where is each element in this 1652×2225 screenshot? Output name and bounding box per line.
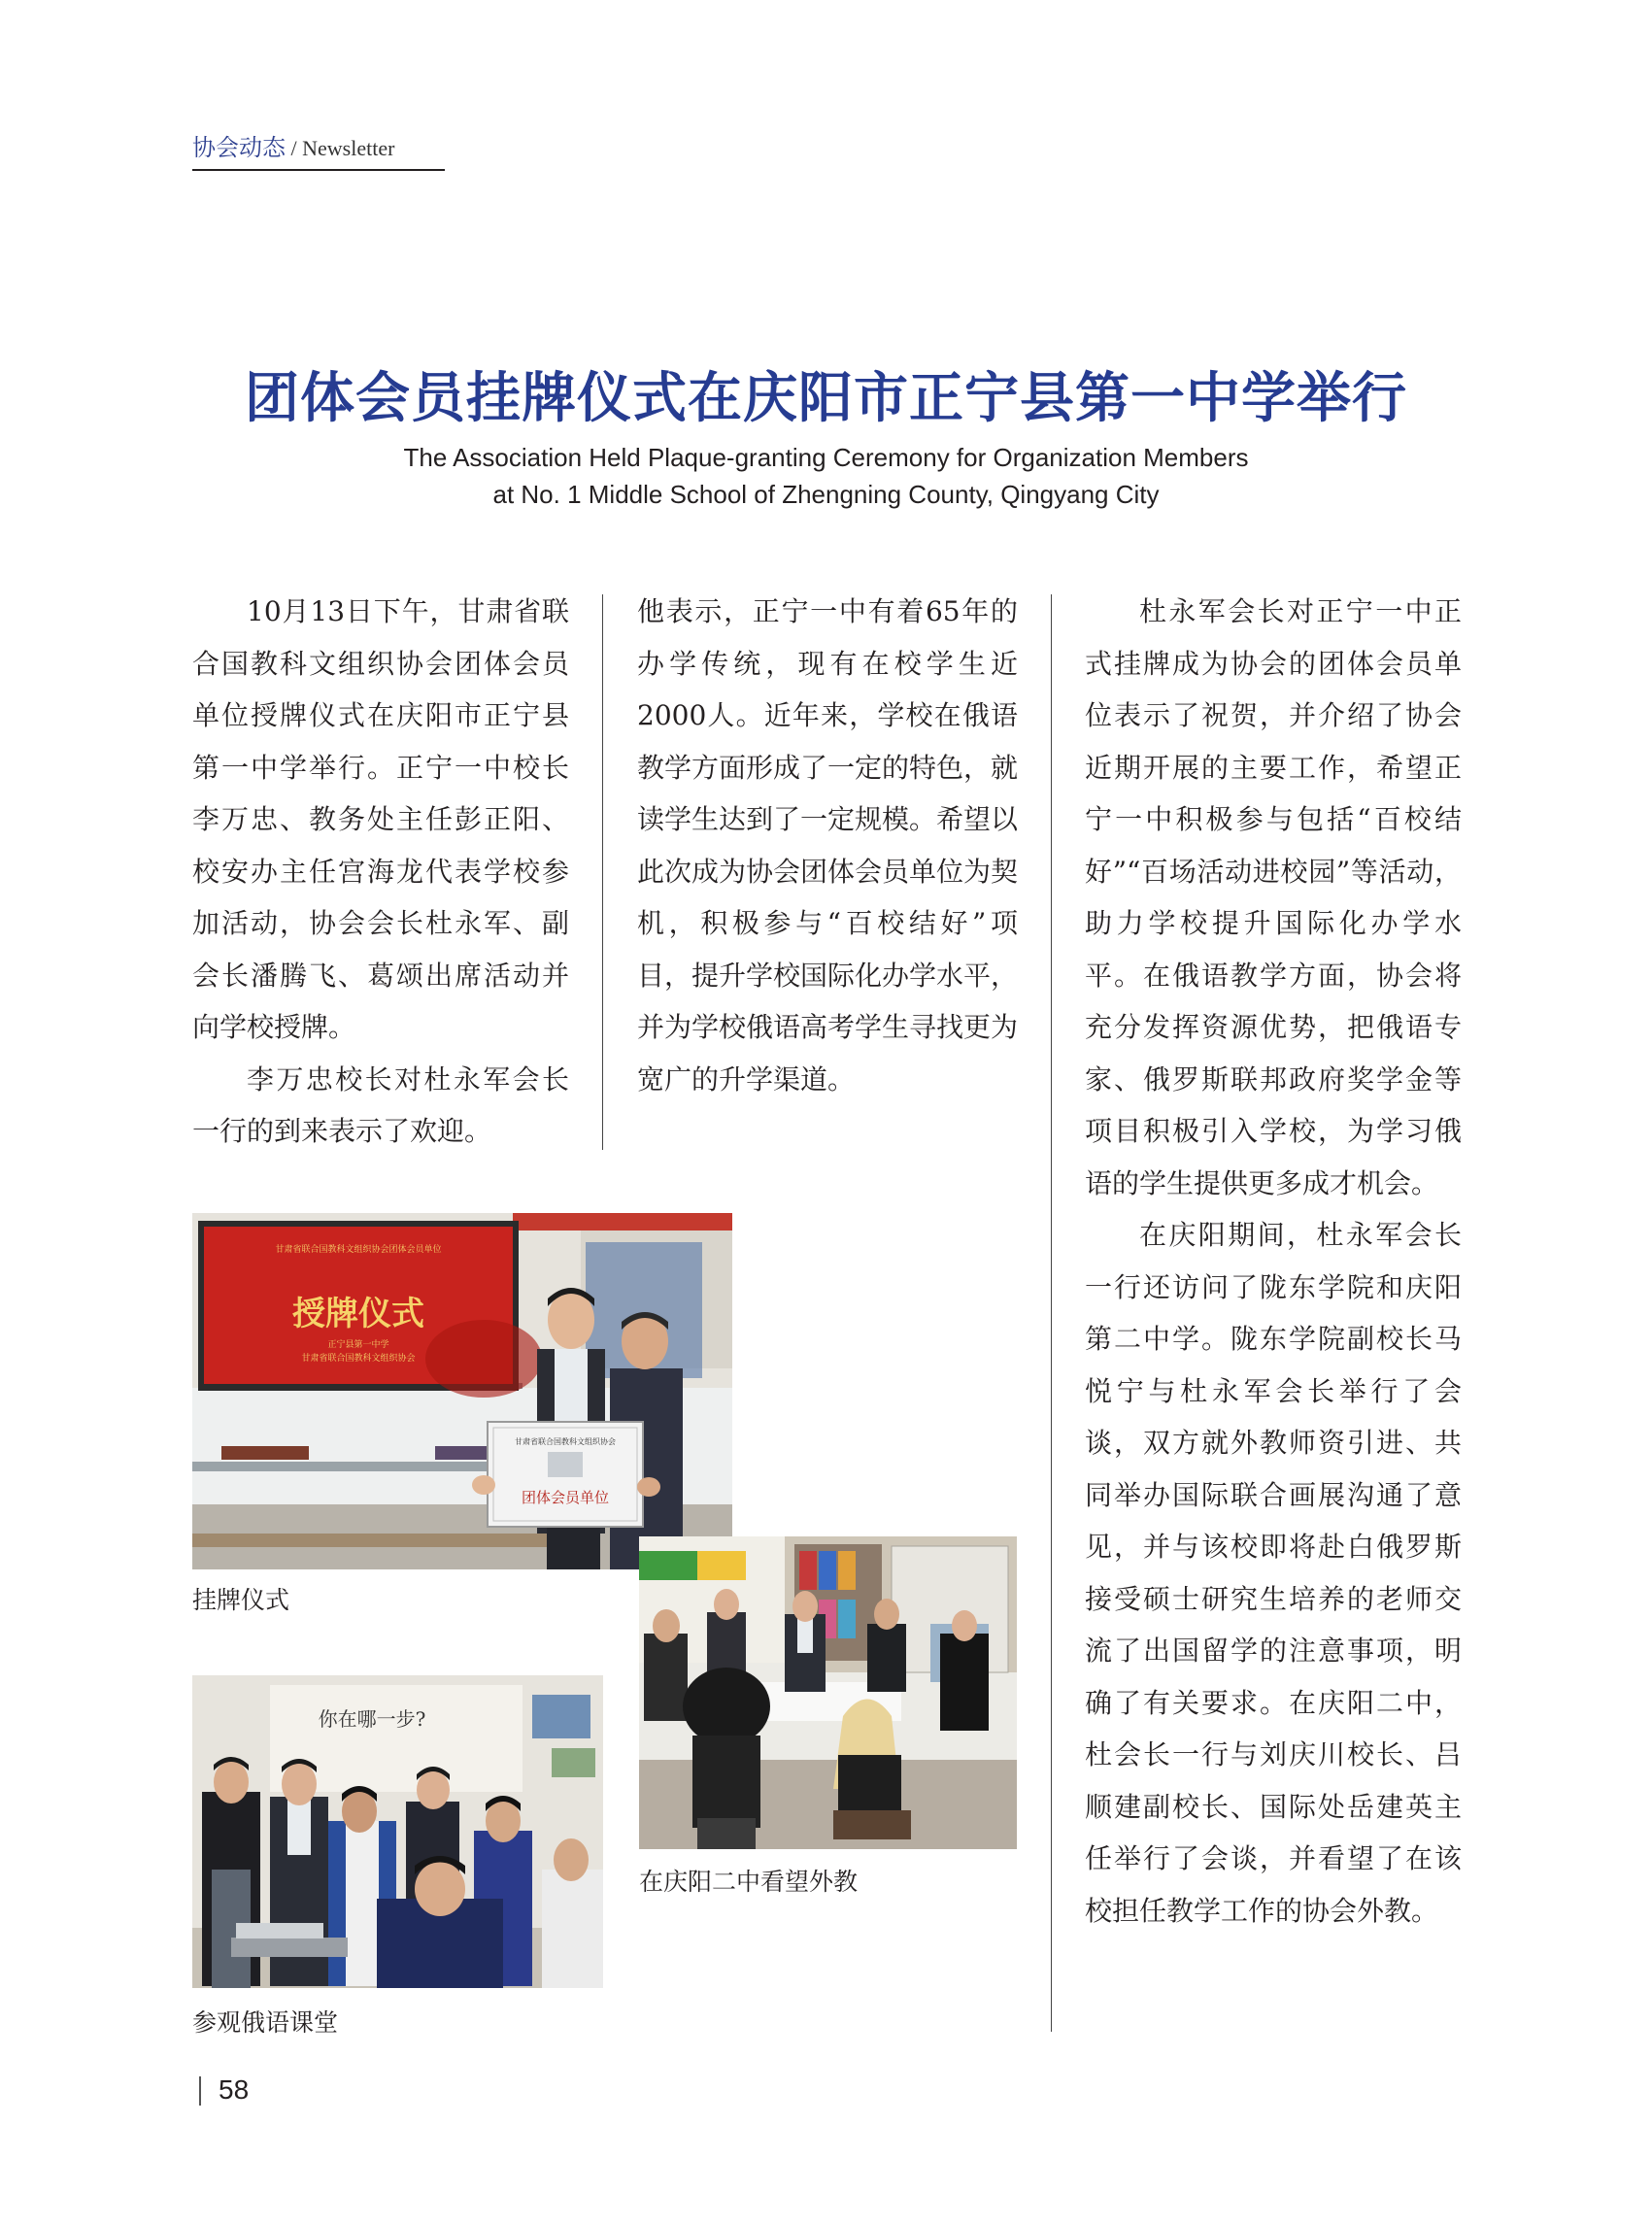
plaque-main-text: 团体会员单位 — [521, 1489, 610, 1506]
screen-small-text: 甘肃省联合国教科文组织协会团体会员单位 — [275, 1245, 442, 1255]
photo-visiting-teachers — [639, 1536, 1017, 1849]
board-text: 你在哪一步? — [318, 1707, 426, 1731]
subtitle-line-2: at No. 1 Middle School of Zhengning County, Qingyang City — [492, 480, 1160, 509]
photo-russian-class — [192, 1675, 603, 1988]
section-name-en: Newsletter — [302, 136, 395, 160]
column-divider-1 — [602, 594, 603, 1150]
page-number: 58 — [219, 2074, 250, 2105]
section-header — [192, 128, 445, 171]
body-column-2 — [637, 586, 1018, 1105]
paragraph: 杜永军会长对正宁一中正式挂牌成为协会的团体会员单位表示了祝贺，并介绍了协会近期开展的主要工作，希望正宁一中积极参与包括“百校结好”“百场活动进校园”等活动，助力学校提升国际化办学水平。在俄语教学方面，协会将充分发挥资源优势，把俄语专家、俄罗斯联邦政府奖学金等项目积极引入学校，为学习俄语的学生提供更多成才机会。 — [1085, 595, 1462, 1199]
article-title: 团体会员挂牌仪式在庆阳市正宁县第一中学举行 — [245, 366, 1407, 430]
paragraph: 在庆阳期间，杜永军会长一行还访问了陇东学院和庆阳第二中学。陇东学院副校长马悦宁与杜永军会长举行了会谈，双方就外教师资引进、共同举办国际联合画展沟通了意见，并与该校即将赴白俄罗斯接受硕士研究生培养的老师交流了出国留学的注意事项，明确了有关要求。在庆阳二中，杜会长一行与刘庆川校长、吕顺建副校长、国际处岳建英主任举行了会谈，并看望了在该校担任教学工作的协会外教。 — [1085, 1219, 1462, 1927]
subtitle-line-1: The Association Held Plaque-granting Ceremony for Organization Members — [403, 443, 1249, 472]
paragraph: 10月13日下午，甘肃省联合国教科文组织协会团体会员单位授牌仪式在庆阳市正宁县第一中学举行。正宁一中校长李万忠、教务处主任彭正阳、校安办主任宫海龙代表学校参加活动，协会会长杜永军、副会长潘腾飞、葛颂出席活动并向学校授牌。 — [192, 595, 569, 1043]
photo-caption-russian-class: 参观俄语课堂 — [192, 2008, 339, 2037]
plaque-top-text: 甘肃省联合国教科文组织协会 — [515, 1437, 616, 1446]
photo-caption-plaque: 挂牌仪式 — [192, 1586, 290, 1614]
photo-russian-class-illustration — [192, 1675, 603, 1988]
photo-plaque-ceremony — [192, 1213, 732, 1569]
body-column-3 — [1085, 586, 1462, 1937]
section-name-zh: 协会动态 — [192, 134, 286, 161]
photo-visiting-teachers-illustration — [639, 1536, 1017, 1849]
photo-plaque-ceremony-illustration — [192, 1213, 732, 1569]
page-number-bar — [199, 2076, 201, 2106]
screen-sub-2: 甘肃省联合国教科文组织协会 — [301, 1354, 416, 1364]
column-divider-2 — [1051, 594, 1052, 2032]
body-column-1 — [192, 586, 569, 1158]
section-separator: / — [286, 136, 303, 160]
paragraph: 他表示，正宁一中有着65年的办学传统，现有在校学生近2000人。近年来，学校在俄语教学方面形成了一定的特色，就读学生达到了一定规模。希望以此次成为协会团体会员单位为契机，积极参与“百校结好”项目，提升学校国际化办学水平，并为学校俄语高考学生寻找更为宽广的升学渠道。 — [637, 595, 1019, 1096]
screen-sub-1: 正宁县第一中学 — [327, 1340, 389, 1350]
paragraph: 李万忠校长对杜永军会长一行的到来表示了欢迎。 — [192, 1062, 569, 1147]
article-subtitle — [0, 439, 1652, 513]
photo-caption-visiting-teachers: 在庆阳二中看望外教 — [639, 1868, 859, 1896]
screen-title: 授牌仪式 — [292, 1295, 424, 1333]
